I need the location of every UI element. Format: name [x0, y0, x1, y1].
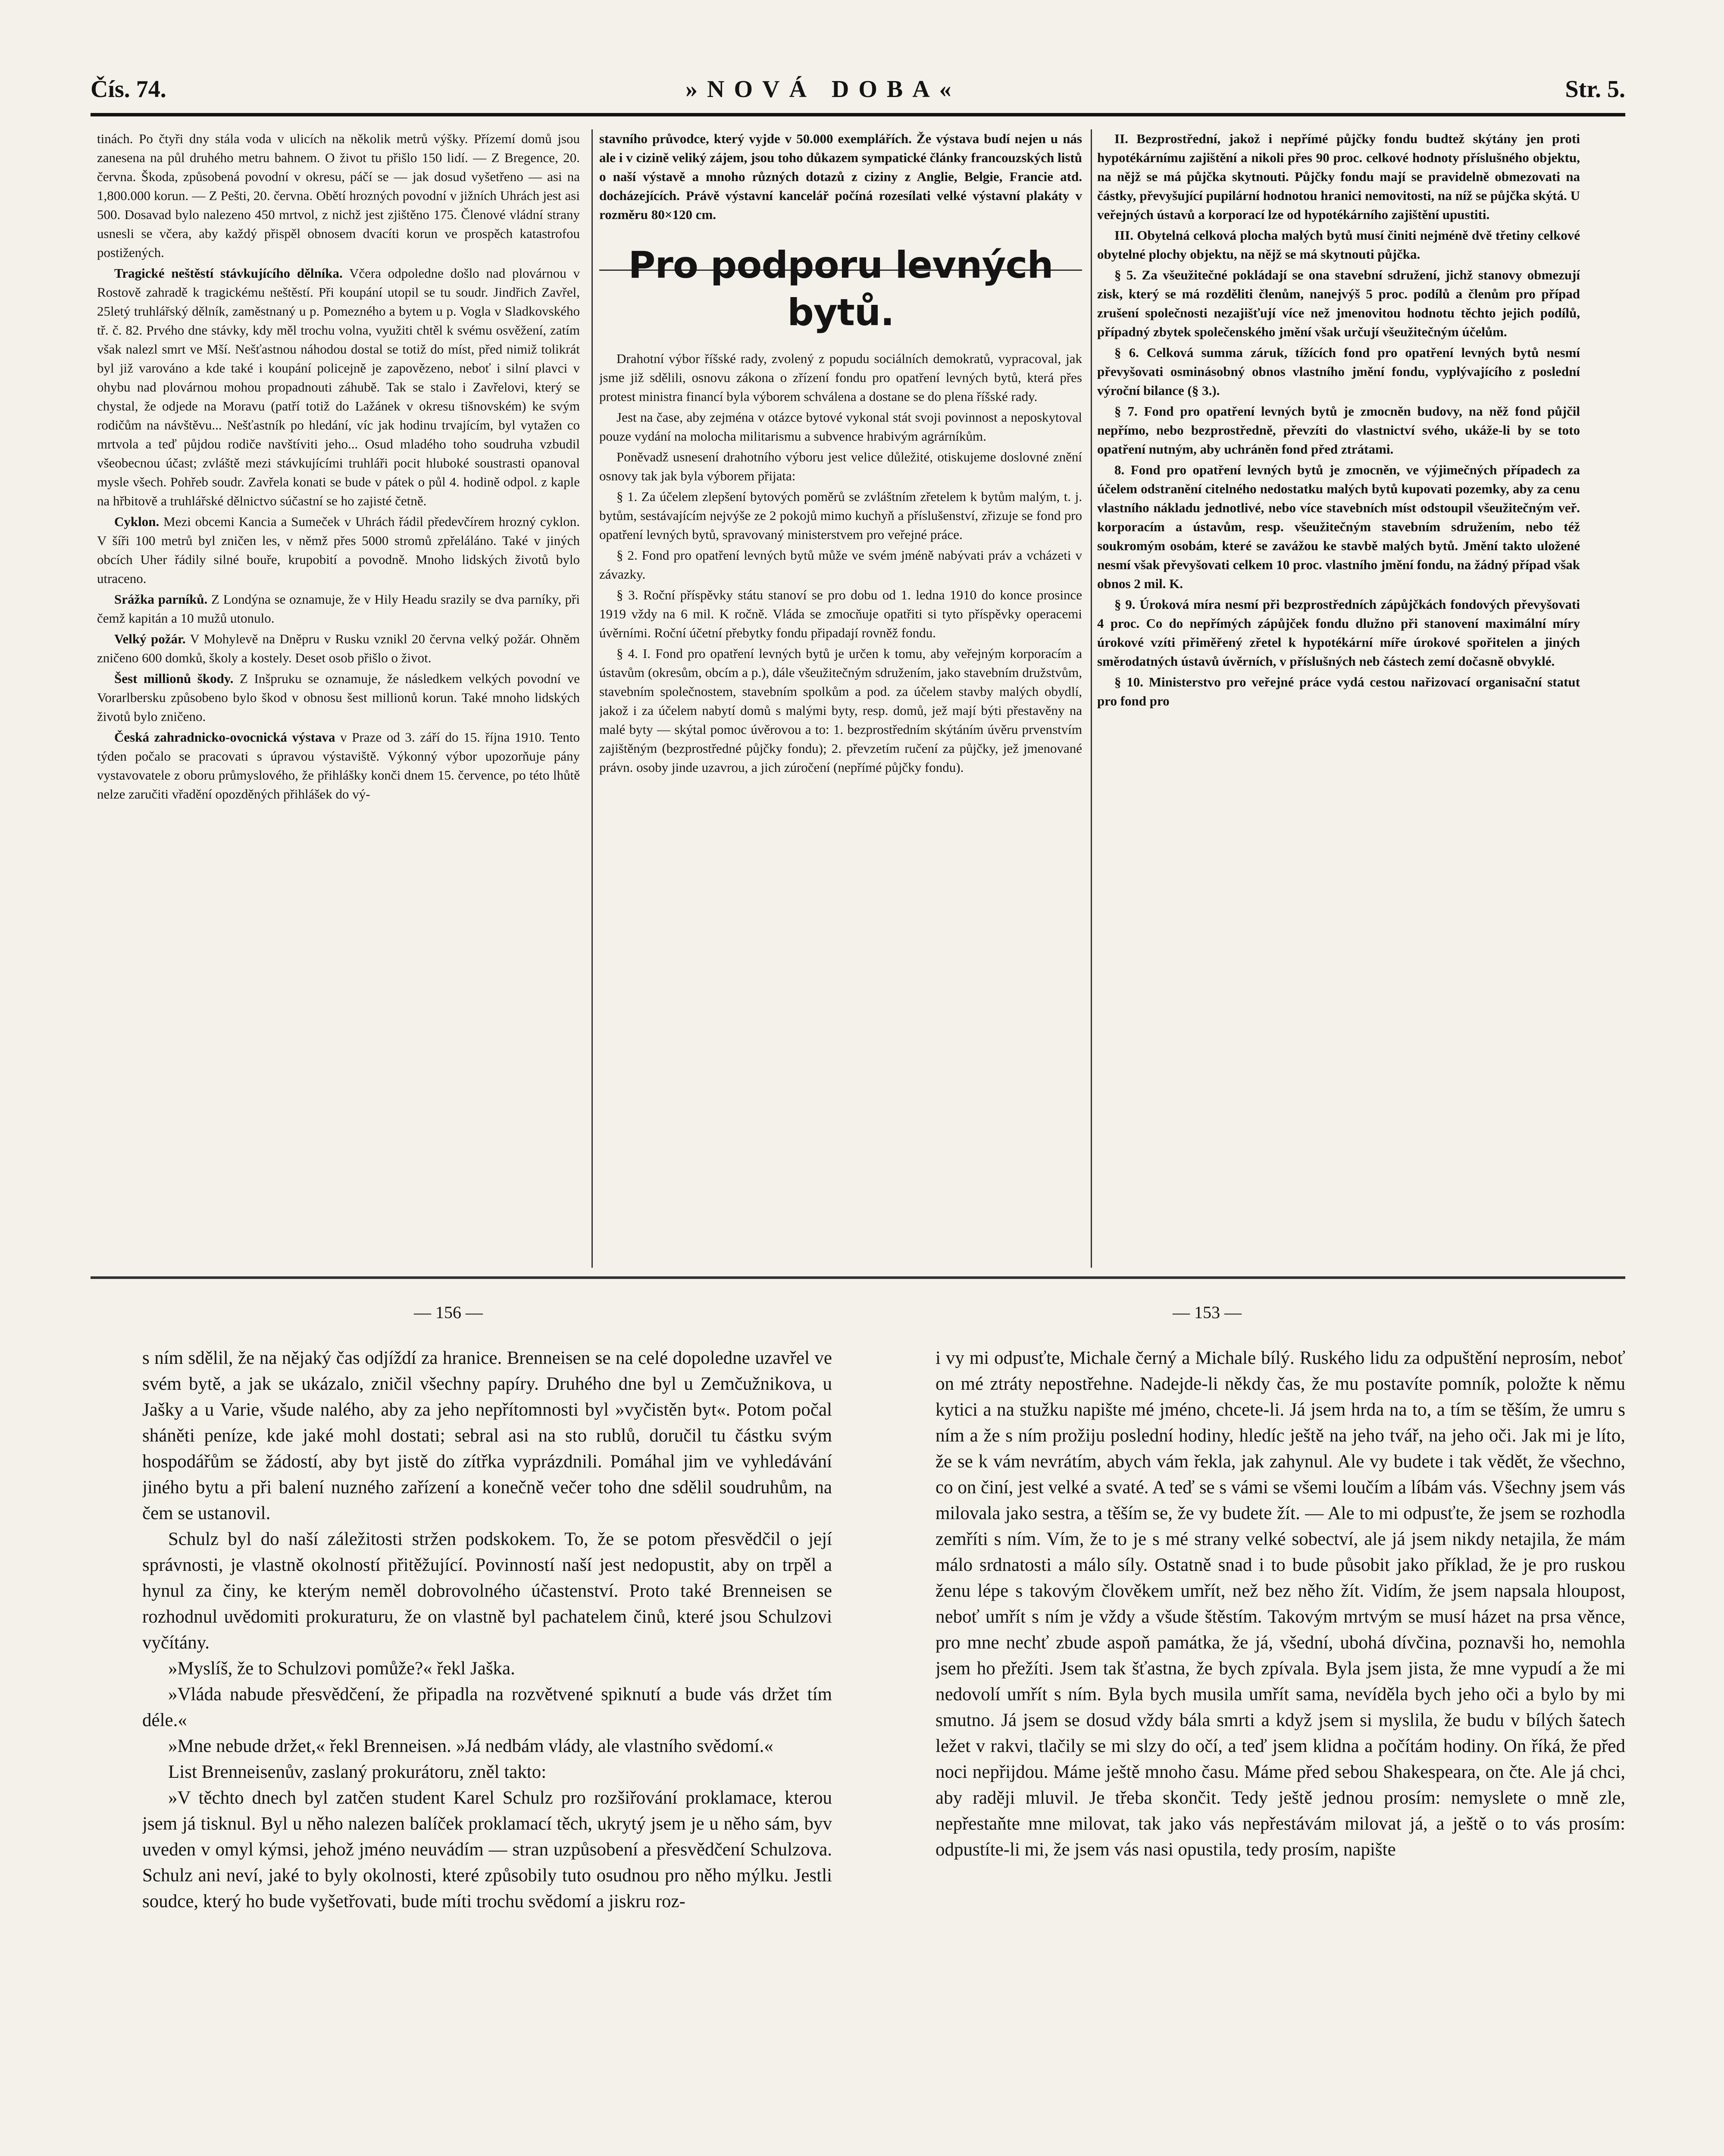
paragraph: III. Obytelná celková plocha malých bytů musí činiti nejméně dvě třetiny celkové obytelné plochy objektu, na nějž se má skytnouti půjčka. — [1097, 228, 1580, 262]
news-body: Z Inšpruku se oznamuje, že následkem velkých povodní ve Vorarlbersku způsobeno bylo škod v obnosu šest millionů korun. Také mnoho lidských životů bylo zničeno. — [97, 671, 580, 724]
paragraph — [97, 669, 580, 726]
paragraph: § 5. Za všeužitečné pokládají se ona stavební sdružení, jichž stanovy obmezují zisk, který se má rozděliti členům, nanejvýš 5 proc. podílů a členům pro případ zrušení společnosti nezajišťují více než jmenovitou hodnotu těchto jejich podílů, případný zbytek společenského jmění však určují všeužitečným účelům. — [1097, 267, 1580, 339]
news-column-3 — [1097, 129, 1580, 1250]
paragraph: § 6. Celková summa záruk, tížících fond pro opatření levných bytů nesmí převyšovati osminásobný obnos vlastního jmění fondu, vyplývajícího z poslední výroční bilance (§ 3.). — [1097, 345, 1580, 398]
paragraph: § 2. Fond pro opatření levných bytů může ve svém jméně nabývati práv a vcházeti v závazky. — [599, 548, 1082, 582]
paragraph: List Brenneisenův, zaslaný prokurátoru, zněl takto: — [168, 1762, 547, 1782]
news-body: v Praze od 3. září do 15. října 1910. Tento týden počalo se pracovati s úpravou výstaviště. Výkonný výbor upozorňuje pány vystavovatele z oboru průmyslového, že přihlášky konči dnem 15. července, po této lhůtě nelze zaručiti vřadění opozděných přihlášek do vý- — [97, 730, 580, 802]
paragraph: § 4. I. Fond pro opatření levných bytů je určen k tomu, aby veřejným korporacím a ústavům (okresům, obcím a p.), dále všeužitečným sdružením, jako stavebním družstvům, stavebním společnostem, stavebním spolkům a pod. za účelem stavby malých obydlí, jakož i za účelem nabytí domů s malými byty, resp. domů, jež mají býti přestavěny na malé byty — skýtal pomoc úvěrovou a to: 1. bezprostředním skýtáním úvěru prvenstvím zajištěným (bezprostředné půjčky fondu); 2. převzetím ručení za půjčky, jež jmenované právn. osoby jinde uzavrou, a jich zúročení (nepřímé půjčky fondu). — [599, 646, 1082, 775]
news-body: Z Londýna se oznamuje, že v Hily Headu srazily se dva parníky, při čemž kapitán a 10 mužů utonulo. — [97, 592, 580, 626]
serial-page-number: — 156 — — [414, 1303, 483, 1322]
serial-page-number: — 153 — — [1173, 1303, 1242, 1322]
paragraph — [97, 590, 580, 628]
paragraph — [97, 728, 580, 804]
paragraph: »Myslíš, že to Schulzovi pomůže?« řekl Jaška. — [168, 1658, 515, 1679]
news-lead: Velký požár. — [114, 631, 186, 646]
paragraph: § 9. Úroková míra nesmí při bezprostředních zápůjčkách fondových převyšovati 4 proc. Co do nepřímých zápůjček fondu dlužno při stanovení maximální míry úrokové vzíti přiměřený zřetel k hypotékární míře úrokové spořitelen a jiných směrodatných ústavů úvěrních, v příslušných neb částech zemí dočasně obvyklé. — [1097, 597, 1580, 669]
paragraph: II. Bezprostřední, jakož i nepřímé půjčky fondu budtež skýtány jen proti hypotékárnímu zajištění a nikoli přes 90 proc. celkové hodnoty příslušného objektu, na nějž se má půjčka skytnouti. Půjčky fondu mají se pravidelně obmezovati na částky, převyšující pupilární hodnotou hranici nemovitosti, na níž se půjčka skýtá. U veřejných ústavů a korporací lze od hypotékárního zajištění upustiti. — [1097, 131, 1580, 222]
header-rule — [91, 113, 1625, 116]
column-divider — [591, 129, 593, 1268]
paragraph: Drahotní výbor říšské rady, zvolený z popudu sociálních demokratů, vypracoval, jak jsme již sdělili, osnovu zákona o zřízení fondu pro opatření levných bytů, která přes protest ministra financí byla výborem schválena a dostane se do plena říšské rady. — [599, 351, 1082, 404]
paragraph: stavního průvodce, který vyjde v 50.000 exemplářích. Že výstava budí nejen u nás ale i v cizině veliký zájem, jsou toho důkazem sympatické články francouzských listů o naší výstavě a mnoho různých dotazů z ciziny z Anglie, Belgie, Francie atd. docházejících. Právě výstavní kancelář počíná rozesílati velké výstavní plakáty v rozměru 80×120 cm. — [599, 131, 1082, 222]
news-lead: Tragické neštěstí stávkujícího dělníka. — [114, 266, 343, 281]
paragraph: § 7. Fond pro opatření levných bytů je zmocněn budovy, na něž fond půjčil nepřímo, nebo bezprostředně, převzíti do vlastnictví svého, ukáže-li by se toto opatření nutným, aby uchráněn fond před ztrátami. — [1097, 404, 1580, 457]
news-body: Včera odpoledne došlo nad plovárnou v Rostově zahradě k tragickému neštěstí. Při koupání utopil se tu soudr. Jindřich Zavřel, 25letý truhlářský dělník, zaměstnaný u p. Pomezného a bytem u p. Vogla v Sladkovského tř. č. 82. Prvého dne stávky, kdy měl trochu volna, využiti chtěl k svému osvěžení, zatím však nalezl smrt ve Mší. Nešťastnou náhodou dostal se totiž do míst, před nimiž tolikrát byl již varováno a kde také i koupání policejně je zapovězeno, neboť i silní plavci v ohybu nad plovárnou mohou propadnouti záhubě. Tak se stalo i Zavřelovi, který se chystal, že odjede na Moravu (patří totiž do Lažánek v okresu tišnovském) ke svým rodičům na návštěvu... Nešťastník po hledání, víc jak hodinu trvajícím, byl vytažen co mrtvola a teď půjdou rodiče navštíviti jeho... Osud mladého toho soudruha vzbudil všeobecnou účast; zvláště mezi stávkujícími truhláři pocit hluboké soustrasti opanoval mysle všech. Pohřeb soudr. Zavřela konati se bude v pátek o půl 4. hodině odpol. z kaple na hřbitově a truhlářské dělnictvo súčastní se ho zajisté četně. — [97, 266, 580, 508]
paragraph — [97, 264, 580, 511]
masthead: »NOVÁ DOBA« — [685, 76, 961, 103]
page-divider — [91, 1276, 1625, 1279]
news-lead: Srážka parníků. — [114, 592, 208, 607]
news-column-2 — [599, 129, 1082, 1250]
column-divider — [1091, 129, 1092, 1268]
paragraph — [97, 512, 580, 588]
paragraph: »V těchto dnech byl zatčen student Karel Schulz pro rozšiřování proklamace, kterou jsem já tisknul. Byl u něho nalezen balíček proklamací těch, ukrytý jsem je u něho sám, byv uveden v omyl kýmsi, jehož jméno neuvádím — stran uzpůsobení a přesvědčení Schulzova. Schulz ani neví, jaké to byly okolnosti, které způsobily tuto osudnou pro něho mýlku. Jestli soudce, který ho bude vyšetřovati, bude míti trochu svědomí a jiskru roz- — [142, 1788, 832, 1912]
news-lead: Šest millionů škody. — [114, 671, 234, 686]
paragraph: s ním sdělil, že na nějaký čas odjíždí za hranice. Brenneisen se na celé dopoledne uzavřel ve svém bytě, a jak se ukázalo, zničil všechny papíry. Druhého dne byl u Zemčužnikova, u Jašky a u Varie, všude nalého, aby za jeho nepřítomnosti byl »vyčistěn byt«. Potom počal sháněti peníze, kde jaké mohl dostati; sebral asi na sto rublů, doručil tu částku svým hospodářům se žádostí, aby byt jistě do zítřka vyprázdnili. Pomáhal jim ve vyhledávání jiného bytu a při balení nuzného zařízení a konečně večer toho dne sdělil soudruhům, na čem se ustanovil. — [142, 1348, 832, 1523]
paragraph: »Mne nebude držet,« řekl Brenneisen. »Já nedbám vlády, ale vlastního svědomí.« — [168, 1736, 773, 1756]
page-label: Str. 5. — [1565, 76, 1625, 103]
paragraph: i vy mi odpusťte, Michale černý a Michale bílý. Ruského lidu za odpuštění neprosím, neboť on mé ztráty nepostřehne. Nadejde-li někdy čas, že mu postavíte pomník, položte k němu kytici a na stužku napište mé jméno, chcete-li. Já jsem hrda na to, a tím se těším, že umru s ním a že s ním prožiju poslední hodiny, hledíc ještě na jeho tvář, na jeho oči. Jak mi je líto, že se k vám nevrátím, abych vám řekla, jak zahynul. Ale vy budete i tak vědět, že všechno, co on činí, jest velké a svaté. A teď se s vámi se všemi loučím a líbám vás. Všechny jsem vás milovala jako sestra, a těším se, že vy budete žít. — Ale to mi odpusťte, že jsem se rozhodla zemříti s ním. Vím, že to je s mé strany velké sobectví, ale já jsem nikdy netajila, že mám málo srdnatosti a málo síly. Ostatně snad i to bude působit jako příklad, že je pro ruskou ženu lépe s takovým člověkem umřít, než bez něho žít. Vidím, že jsem napsala hloupost, neboť umřít s ním je vždy a všude štěstím. Takovým mrtvým se musí házet na prsa věnce, pro mne nechť zbude aspoň památka, že já, všední, ubohá dívčina, poznavši ho, nemohla jsem ho přežíti. Jsem tak šťastna, že bych zpívala. Byla jsem jista, že mne vypudí a že mi nedovolí umřít s ním. Byla bych musila umřít sama, nevíděla bych jeho oči a bylo by mi smutno. Já jsem se dosud vždy bála smrti a když jsem si myslila, že budu v bílých šatech ležet v rakvi, tlačily se mi slzy do očí, a teď jsem klidna a počítám hodiny. On říká, že před noci nepřijdou. Máme ještě mnoho času. Máme před sebou Shakespeara, on čte. Ale já chci, aby raději mluvil. Je třeba skončit. Tedy ještě jednou prosím: nemyslete o mně zle, nepřestaňte mne milovat, tak jako vás nepřestávám milovat já, a ještě o to vás prosím: odpustíte-li mi, že jsem vás nasi opustila, tedy prosím, napište — [936, 1348, 1625, 1860]
page-header — [91, 75, 1625, 110]
article-headline: Pro podporu levných bytů. — [628, 244, 1053, 334]
serial-story-right — [936, 1345, 1625, 2156]
paragraph: »Vláda nabude přesvědčení, že připadla na rozvětvené spiknutí a bude vás držet tím déle.« — [142, 1684, 832, 1730]
paragraph: § 1. Za účelem zlepšení bytových poměrů se zvláštním zřetelem k bytům malým, t. j. bytům, sestávajícím nejvýše ze 2 pokojů mimo kuchyň a příslušenství, zřizuje se fond pro opatření levných bytů, spravovaný ministerstvem pro veřejné práce. — [599, 489, 1082, 542]
news-lead: Česká zahradnicko-ovocnická výstava — [114, 730, 335, 745]
serial-story-left — [142, 1345, 832, 2156]
issue-number: Čís. 74. — [91, 76, 166, 103]
paragraph: Jest na čase, aby zejména v otázce bytové vykonal stát svoji povinnost a neposkytoval pouze vydání na molocha militarismu a subvence hrabivým agrárníkům. — [599, 410, 1082, 444]
paragraph — [97, 630, 580, 667]
paragraph: Poněvadž usnesení drahotního výboru jest velice důležité, otiskujeme doslovné znění osnovy tak jak byla výborem přijata: — [599, 449, 1082, 483]
news-body: V Mohylevě na Dněpru v Rusku vznikl 20 června velký požár. Ohněm zničeno 600 domků, školy a kostely. Deset osob přišlo o život. — [97, 631, 580, 665]
paragraph: 8. Fond pro opatření levných bytů je zmocněn, ve výjimečných případech za účelem odstranění citelného nedostatku malých bytů kupovati pozemky, aby za cenu vlastního nákladu jednotlivé, nebo více stavebních míst odstoupil všeužitečným veř. korporacím a ústavům, resp. všeužitečným stavebním sdružením, nebo též soukromým osobám, které se zavážou ke stavbě malých bytů. Jmění takto uložené nesmí však převyšovati celkem 10 proc. vlastního jmění fondu, na žádný případ však obnos 2 mil. K. — [1097, 462, 1580, 591]
paragraph: § 3. Roční příspěvky státu stanoví se pro dobu od 1. ledna 1910 do konce prosince 1919 vždy na 6 mil. K ročně. Vláda se zmocňuje opatřiti si tyto příspěvky operacemi úvěrními. Roční účetní přebytky fondu připadají rovněž fondu. — [599, 587, 1082, 640]
news-lead: Cyklon. — [114, 514, 160, 529]
news-column-1 — [97, 129, 580, 1250]
paragraph: Schulz byl do naší záležitosti stržen podskokem. To, že se potom přesvědčil o její správnosti, je vlastně okolností přitěžující. Povinností naší jest nedopustit, aby on trpěl a hynul za činy, ke kterým neměl dobrovolného účastenství. Proto také Brenneisen se rozhodnul uvědomiti prokuraturu, že on vlastně byl pachatelem činů, které jsou Schulzovi vyčítány. — [142, 1529, 832, 1653]
news-body: Mezi obcemi Kancia a Sumeček v Uhrách řádil předevčírem hrozný cyklon. V šíři 100 metrů byl zničen les, v němž přes 5000 stromů zpřeláláno. Také v jiných obcích Uher řádily silné bouře, krupobití a povodně. Mnoho lidských životů bylo utraceno. — [97, 514, 580, 586]
paragraph: § 10. Ministerstvo pro veřejné práce vydá cestou nařizovací organisační statut pro fond pro — [1097, 674, 1580, 708]
paragraph: tinách. Po čtyři dny stála voda v ulicích na několik metrů výšky. Přízemí domů jsou zanesena na půl druhého metru bahnem. O život tu přišlo 150 lidí. — Z Bregence, 20. června. Škoda, způsobená povodní v okresu, páčí se — jak dosud vyšetřeno — asi na 1,800.000 korun. — Z Pešti, 20. června. Obětí hrozných povodní v jižních Uhrách jest asi 500. Dosavad bylo nalezeno 450 mrtvol, z nichž jest zjištěno 175. Členové vládní strany usnesli se včera, aby každý přispěl obnosem dvacíti korun ve prospěch katastrofou postižených. — [97, 131, 580, 260]
